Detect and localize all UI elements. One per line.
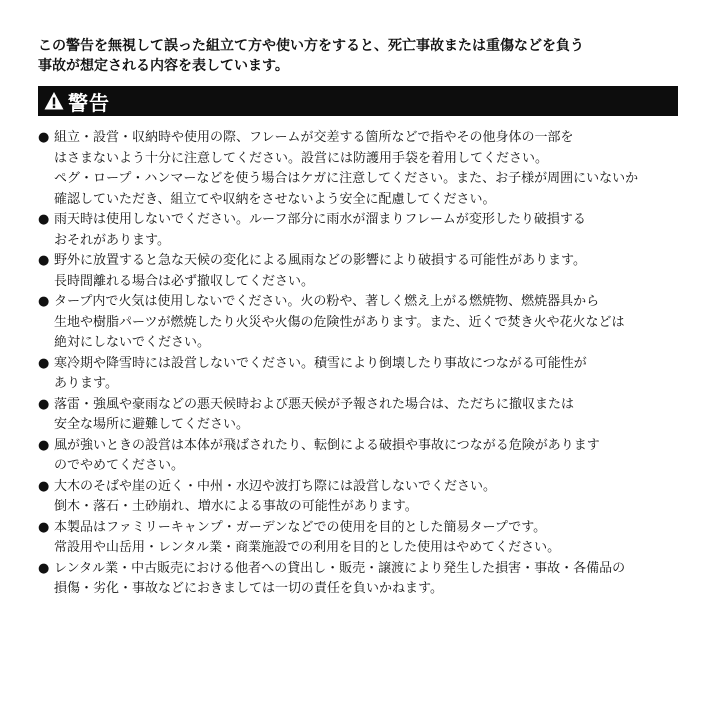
intro-line: この警告を無視して誤った組立て方や使い方をすると、死亡事故または重傷などを負う	[38, 38, 584, 54]
intro-line: 事故が想定される内容を表しています。	[38, 58, 289, 74]
warning-item	[38, 128, 678, 210]
bullet-icon: ●	[38, 478, 50, 494]
warning-item-line: 安全な場所に避難してください。	[54, 417, 250, 432]
bullet-icon: ●	[38, 396, 50, 412]
warning-item	[38, 292, 678, 354]
bullet-icon: ●	[38, 212, 50, 227]
warning-list	[38, 128, 678, 600]
warning-item-line: 寒冷期や降雪時には設営しないでください。積雪により倒壊したり事故につながる可能性が	[54, 355, 587, 371]
warning-item-line: 野外に放置すると急な天候の変化による風雨などの影響により破損する可能性があります。	[54, 253, 586, 268]
bullet-icon: ●	[38, 130, 50, 145]
warning-item-line: はさまないよう十分に注意してください。設営には防護用手袋を着用してください。	[54, 150, 549, 166]
warning-header	[38, 86, 678, 116]
warning-item-line: 長時間離れる場合は必ず撤収してください。	[54, 273, 315, 289]
warning-item-line: あります。	[54, 376, 118, 391]
warning-item	[38, 395, 678, 436]
bullet-icon: ●	[38, 560, 50, 576]
warning-item-line: 倒木・落石・土砂崩れ、増水による事故の可能性があります。	[54, 499, 418, 514]
warning-item	[38, 210, 678, 251]
warning-item-line: 風が強いときの設営は本体が飛ばされたり、転倒による破損や事故につながる危険があります	[54, 437, 600, 453]
warning-title: 警告	[68, 90, 110, 115]
warning-item-line: 雨天時は使用しないでください。ルーフ部分に雨水が溜まりフレームが変形したり破損する	[54, 212, 586, 227]
bullet-icon: ●	[38, 253, 50, 268]
warning-item	[38, 518, 678, 559]
warning-item-line: 確認していただき、組立てや収納をさせないよう安全に配慮してください。	[54, 191, 496, 207]
warning-item-line: 生地や樹脂パーツが燃焼したり火災や火傷の危険性があります。また、近くで焚き火や花火などは	[54, 314, 625, 330]
warning-triangle-icon	[44, 91, 64, 111]
bullet-icon: ●	[38, 519, 50, 535]
bullet-icon: ●	[38, 355, 50, 371]
bullet-icon: ●	[38, 294, 50, 309]
warning-item-line: 組立・設営・収納時や使用の際、フレームが交差する箇所などで指やその他身体の一部を	[54, 130, 574, 145]
warning-item	[38, 251, 678, 292]
warning-item	[38, 477, 678, 518]
warning-item	[38, 436, 678, 477]
warning-item-line: おそれがあります。	[54, 232, 170, 248]
warning-item	[38, 354, 678, 395]
intro-text	[38, 36, 678, 76]
warning-item-line: のでやめてください。	[54, 458, 185, 473]
warning-item	[38, 559, 678, 600]
warning-item-line: タープ内で火気は使用しないでください。火の粉や、著しく燃え上がる燃焼物、燃焼器具から	[54, 294, 600, 309]
warning-item-line: 絶対にしないでください。	[54, 335, 211, 350]
warning-item-line: 落雷・強風や豪雨などの悪天候時および悪天候が予報された場合は、ただちに撤収または	[54, 396, 575, 412]
warning-item-line: 常設用や山岳用・レンタル業・商業施設での利用を目的とした使用はやめてください。	[54, 540, 561, 555]
warning-document	[38, 36, 678, 600]
warning-item-line: レンタル業・中古販売における他者への貸出し・販売・譲渡により発生した損害・事故・各備品の	[54, 560, 626, 576]
warning-item-line: 損傷・劣化・事故などにおきましては一切の責任を負いかねます。	[54, 581, 443, 596]
warning-item-line: 大木のそばや崖の近く・中州・水辺や波打ち際には設営しないでください。	[54, 478, 497, 494]
warning-item-line: 本製品はファミリーキャンプ・ガーデンなどでの使用を目的とした簡易タープです。	[54, 519, 547, 535]
bullet-icon: ●	[38, 437, 50, 453]
warning-item-line: ペグ・ロープ・ハンマーなどを使う場合はケガに注意してください。また、お子様が周囲にいないか	[54, 171, 639, 186]
